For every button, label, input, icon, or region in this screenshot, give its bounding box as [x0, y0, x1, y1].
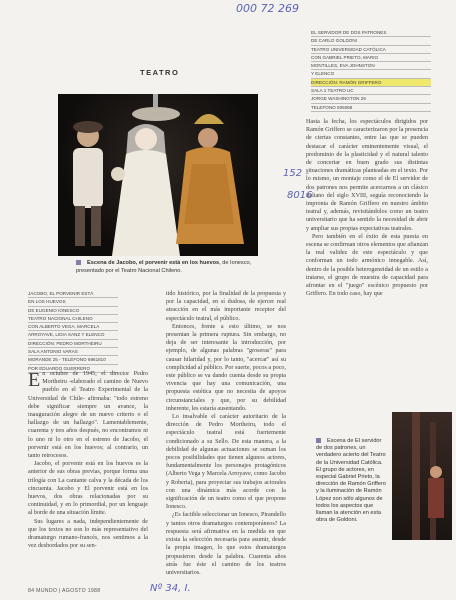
credits-line: JACOBO, EL PORVENIR ESTÁ	[28, 290, 118, 298]
credits-line: TEATRO UNIVERSIDAD CATÓLICA	[311, 46, 431, 54]
credits-line: MORANDE 25 - TELÉFONO 6961810	[28, 356, 118, 364]
col3-paragraph-2: Pero también en el éxito de esta puesta en escena se confirman otros elementos que afianzan la real validez de este espectáculo y que conforman un todo armónico innegable. Así, dentro de la posible heterogeneidad de un estilo a tratarse, el grupo de muestra de capacidad para afrontar en el "juego" escénico propuesto por Griffero. En todo caso, hay que	[306, 233, 428, 298]
drop-cap: E	[28, 369, 41, 391]
credits-line: EN LOS HUEVOS	[28, 298, 118, 306]
credits-line: EL SERVIDOR DE DOS PATRONES	[311, 29, 431, 37]
credits-line: DE CARLO GOLDONI	[311, 37, 431, 45]
credits-line: POR EDUARDO GUERRERO	[28, 365, 118, 373]
credits-line: TEATRO NACIONAL CHILENO	[28, 315, 118, 323]
credits-line: CON GABRIEL PRIETO, MARIO	[311, 54, 431, 62]
credits-line: CON ALBERTO VEGA, MARCELA	[28, 323, 118, 331]
credits-line: Y ELENCO	[311, 70, 431, 78]
col2-paragraph-2: Entonces, frente a esto último, se nos presentan la primera ruptura. Sin embargo, no deja de ser interesante la introducción, por ejemplo, de algunas palabras "groseras" para causar hilaridad y, por lo tanto, "acercar" así su complicidad al público. Por suerte, pocos a poco, este público se va dando cuenta desde su propia vivencia que hay una comunicación, una propuesta estética que no necesita de apoyos circunstanciales y que, por su debilidad inherente, les estaría ausentando.	[166, 323, 286, 412]
article-column-3	[306, 118, 428, 298]
stage-photo-2	[392, 412, 452, 540]
handwritten-margin-note-2: 8016	[287, 190, 313, 201]
article-column-1	[28, 370, 148, 550]
col1-paragraph-2: Jacobo, el porvenir está en los huevos es la anterior de sus obras previas, porque forma una trilogía con La cantante calva y la década de los cincuenta. Jacobo y El porvenir está en los huevos, dos obras relacionadas por su continuidad, y en lo primordial, por un lenguaje al borde de una situación límite.	[28, 461, 148, 517]
handwritten-footer-note: Nº 34, I.	[150, 583, 191, 594]
stage-photo	[58, 94, 258, 256]
photo-caption	[76, 260, 252, 275]
caption-2-text: Escena de El servidor de dos patrones, un verdadero acierto del Teatro de la Universidad Católica. El grupo de actores, en especial Gabriel Prieto, la dirección de Ramón Griffero y la iluminación de Ramón López son sólo algunos de todos los aspectos que llaman la atención en esta obra de Goldoni.	[316, 438, 386, 524]
caption-rest: , de Ionesco, presentado por el Teatro Nacional Chileno.	[76, 260, 252, 274]
credits-box-top	[311, 29, 431, 112]
stage-photo-illustration	[58, 94, 258, 256]
handwritten-catalog-number: 000 72 269	[236, 2, 299, 15]
caption-2-marker	[316, 438, 321, 443]
credits-line: DE EUGENIO IONESCO	[28, 307, 118, 315]
credits-line: MONTILLES, EVA JOHNSTON	[311, 62, 431, 70]
credits-line: JORGE WASHINGTON 26	[311, 95, 431, 103]
photo-2-caption	[316, 438, 388, 524]
credits-line: DIRECCIÓN: PEDRO MORTHEIRU	[28, 340, 118, 348]
article-column-2	[166, 290, 286, 577]
col2-paragraph-3: Lo insalvable el carácter autoritario de la dirección de Pedro Mortheiru, todo el espectáculo teatral está fuertemente condicionado a su Sello. De esta manera, a la debilidad de algunas actuaciones se suman los pocos posibilidades que tienen algunos actores, fundamentalmente los personajes protagónicos (Alberto Vega y Marcela Arroyave, como Jacobo y Roberta), para proyectar sus trabajos actorales con una dinámica más acorde con la significación de un teatro como el que propone Ionesco.	[166, 414, 286, 511]
col1-paragraph-3: Sus lugares a nada, independientemente de que los textos no son lo más representativo del dramaturgo rumano-francés, nos sentimos a la vez desbordados por su sen-	[28, 518, 148, 550]
stage-photo-2-illustration	[392, 412, 452, 540]
col2-paragraph-4: ¿Es factible seleccionar un Ionesco, Pirandello y tantos otros dramaturgos contemporáneos? La respuesta será afirmativa en la medida en que exista la selección necesaria para asumir, desde la propia imagen, lo que estos dramaturgos propusieron desde la palabra. Cuarenta años atrás fue éste el camino de los teatros universitarios.	[166, 512, 286, 576]
caption-marker	[76, 260, 81, 265]
col1-paragraph-1: n octubre de 1945, el director Pedro Mortheiru -elaborado el camino de Nuevo pueblo en el Teatro Experimental de la Universidad de Chile- afirmaba: "todo estreno debe significar siempre un avance, la inauguración alegre de un nuevo criterio o el hallazgo de un hallazgo". Lamentablemente, cuarenta y tres años después, no encontramos ni lo uno ni lo otro en el estreno de Jacobo, el porvenir está en los huevos; al contrario, un tanto retrocesos.	[28, 371, 148, 460]
col2-paragraph-1: tido histórico, por la finalidad de la propuesta y por la capacidad, en sí dudosa, de ejercer real atracción en el más importante receptor del espectáculo teatral, el público.	[166, 291, 286, 322]
section-label: TEATRO	[140, 68, 180, 77]
caption-bold: Escena de Jacobo, el porvenir está en los huevos	[87, 260, 220, 266]
col3-paragraph-1: Hasta la fecha, los espectáculos dirigidos por Ramón Griffero se caracterizaron por la presencia de ciertas constantes, entre las que se pueden destacar el carácter eminentemente visual, el predominio de la plasticidad y el natural talento de concertar en buen grado sus distintas situaciones dramáticas planteadas en el texto. Por lo mismo, un montaje como el de El servidor de dos patrones nos permite acercarnos a un clásico italiano del siglo XVIII, seguía reconociendo la impronta de Ramón Griffero en nuestro ámbito teatral y, además, revisitándolos como un teatro universitario que ha sentido la necesidad de abrir y ampliar sus propias expectativas teatrales.	[306, 119, 428, 232]
credits-line: TELEFONO 606066	[311, 104, 431, 112]
credits-box-left	[28, 290, 118, 373]
page-footer: 84 MUNDO | AGOSTO 1988	[28, 588, 101, 594]
credits-line: ARROYAVE, LIDIA SANZ Y ELENCO	[28, 331, 118, 339]
credits-line: DIRECCIÓN: RAMÓN GRIFFERO	[311, 79, 431, 87]
credits-line: SALA 1 TEATRO UC	[311, 87, 431, 95]
handwritten-margin-note: 152 -	[283, 168, 309, 179]
credits-line: SALA ANTONIO VARAS	[28, 348, 118, 356]
